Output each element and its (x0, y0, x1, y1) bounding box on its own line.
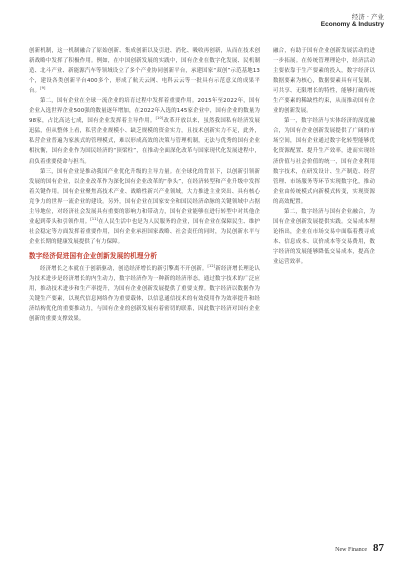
paragraph-text: 第三，国有企业是推动我国产业优化升级的主导力量。在全球化的背景下，以创新引领新发展的国有企业，以企业改革作为深化国有企业改革的“拳头”，在经济转型和产业升级中发挥着关键作用。国有企业聚焦高技术产业、战略性新兴产业领域，大力推进主业突出、具有核心竞争力的世界一流企业的建设。另外，国有企业在国家安全和国民经济命脉的关键领域中占据主导地位，对经济社会发展具有重要的影响力和带动力，国有企业能够在进行转型中对其他企业起到带头和引领作用。 (29, 168, 260, 225)
paragraph-text: 新经济增长理论认为技术进步是经济增长的内生动力，数字经济作为一种新的经济形态，通过数字技术的广泛应用，推动技术进步和生产率提升，为国有企业创新发展提供了重要支撑。数字经济以数据作为关键生产要素，以现代信息网络作为重要载体，以信息通信技术的有效使用作为效率提升和经济结构优化的重要推动力，与国有企业的创新发展有着密切的联系，因此数字经济对国有企业创新的重要支撑效果。 (29, 265, 260, 323)
footnote-ref[interactable]: [9] (40, 86, 46, 91)
section-title-zh: 经济 · 产业 (351, 13, 384, 21)
right-column (273, 46, 375, 267)
paragraph (29, 46, 260, 96)
paragraph (273, 207, 375, 267)
left-column (29, 46, 260, 324)
paragraph-text: 创新机制，这一机制融合了原始创新、集成创新以及引进、消化、吸收再创新，从而在技术创新战略中发挥了积极作用。例如，在中国创新发展的实践中，国有企业在数字化发展、民机制造、北斗产业、新能源汽车等领域设立了多个产业协同创新平台，承建国家“双创”示范基地13个，建设各类创新平台400多个，形成了航天云网、电科云云等一批具有示范意义的成果平台。 (29, 48, 260, 95)
footnote-ref[interactable]: [10] (155, 116, 164, 121)
paragraph-text: 在人民生活中也是为人民服务的企业，国有企业在保障民生、维护社会稳定等方面发挥着重要作用，国有企业承担国家战略、社会责任的同时，为民创新水平与企业长期的健康发展提供了有力保障。 (29, 218, 260, 245)
magazine-brand: New Finance (335, 547, 367, 553)
paragraph (273, 46, 375, 116)
section-heading: 数字经济促进国有企业创新发展的机理分析 (29, 251, 158, 260)
paragraph-text: 第二，数字经济与国有企业融合，为国有企业创新发展提供实践。交易成本理论指出，企业在市场交易中面临着搜寻成本、信息成本、议价成本等交易费用，数字经济的发展能够降低交易成本，提高企业运营效率。 (273, 208, 375, 265)
section-title-en: Economy & Industry (320, 21, 384, 29)
paragraph (273, 116, 375, 206)
page-number: 87 (373, 542, 384, 554)
page-footer (335, 542, 384, 554)
paragraph-text: 改革开放以来，虽然我国私有经济发展迅猛，但从整体上看，私营企业规模小、缺乏规模的资金实力，且技术创新实力不足，此外，私营企业普遍为家族式的管理模式，难以形成高效的决策与管理机制，无法与优秀的国有企业相抗衡，国有企业作为国民经济的“顶梁柱”，在推动全面深化改革与国家现代化发展进程中，肩负着重要使命与担当。 (29, 118, 260, 165)
footnote-ref[interactable]: [11] (90, 217, 99, 221)
paragraph-text: 第一，数字经济与实体经济的深度融合，为国有企业创新发展提供了广阔的市场空间，国有企业通过数字化转型能够优化资源配置、提升生产效率，进而实现经济价值与社会价值的统一，国有企业利用数字技术，在研发设计、生产制造、经营管理、市场服务等环节实现数字化，推动企业由传统模式向新模式转变，实现资源的高效配置。 (273, 118, 375, 205)
paragraph (29, 167, 260, 247)
paragraph (29, 264, 260, 324)
footnote-ref[interactable]: [12] (207, 264, 216, 269)
paragraph-text: 经济增长之本就在于创新驱动，创造经济增长的新引擎离不开创新。 (40, 265, 208, 272)
paragraph-text: 第二，国有企业在全球一流企业的培育过程中发挥着重要作用。2015年至2022年，国有企业入选世界企业500强的数量逐年增加，在2022年入选的145家企业中，国有企业的数量为98家，占比高达七成，国有企业发挥着主导作用。 (29, 98, 260, 125)
paragraph (29, 96, 260, 166)
section-header (321, 14, 384, 29)
paragraph-text: 融合，有助于国有企业创新发展活动的进一步拓展。在传统管理理论中，经济活动主要依靠于生产要素的投入，数字经济以数据要素为核心，数据要素具有可复制、可共享、无限增长的特性，能够打破传统生产要素的稀缺性约束，从而推动国有企业的创新发展。 (273, 48, 375, 115)
